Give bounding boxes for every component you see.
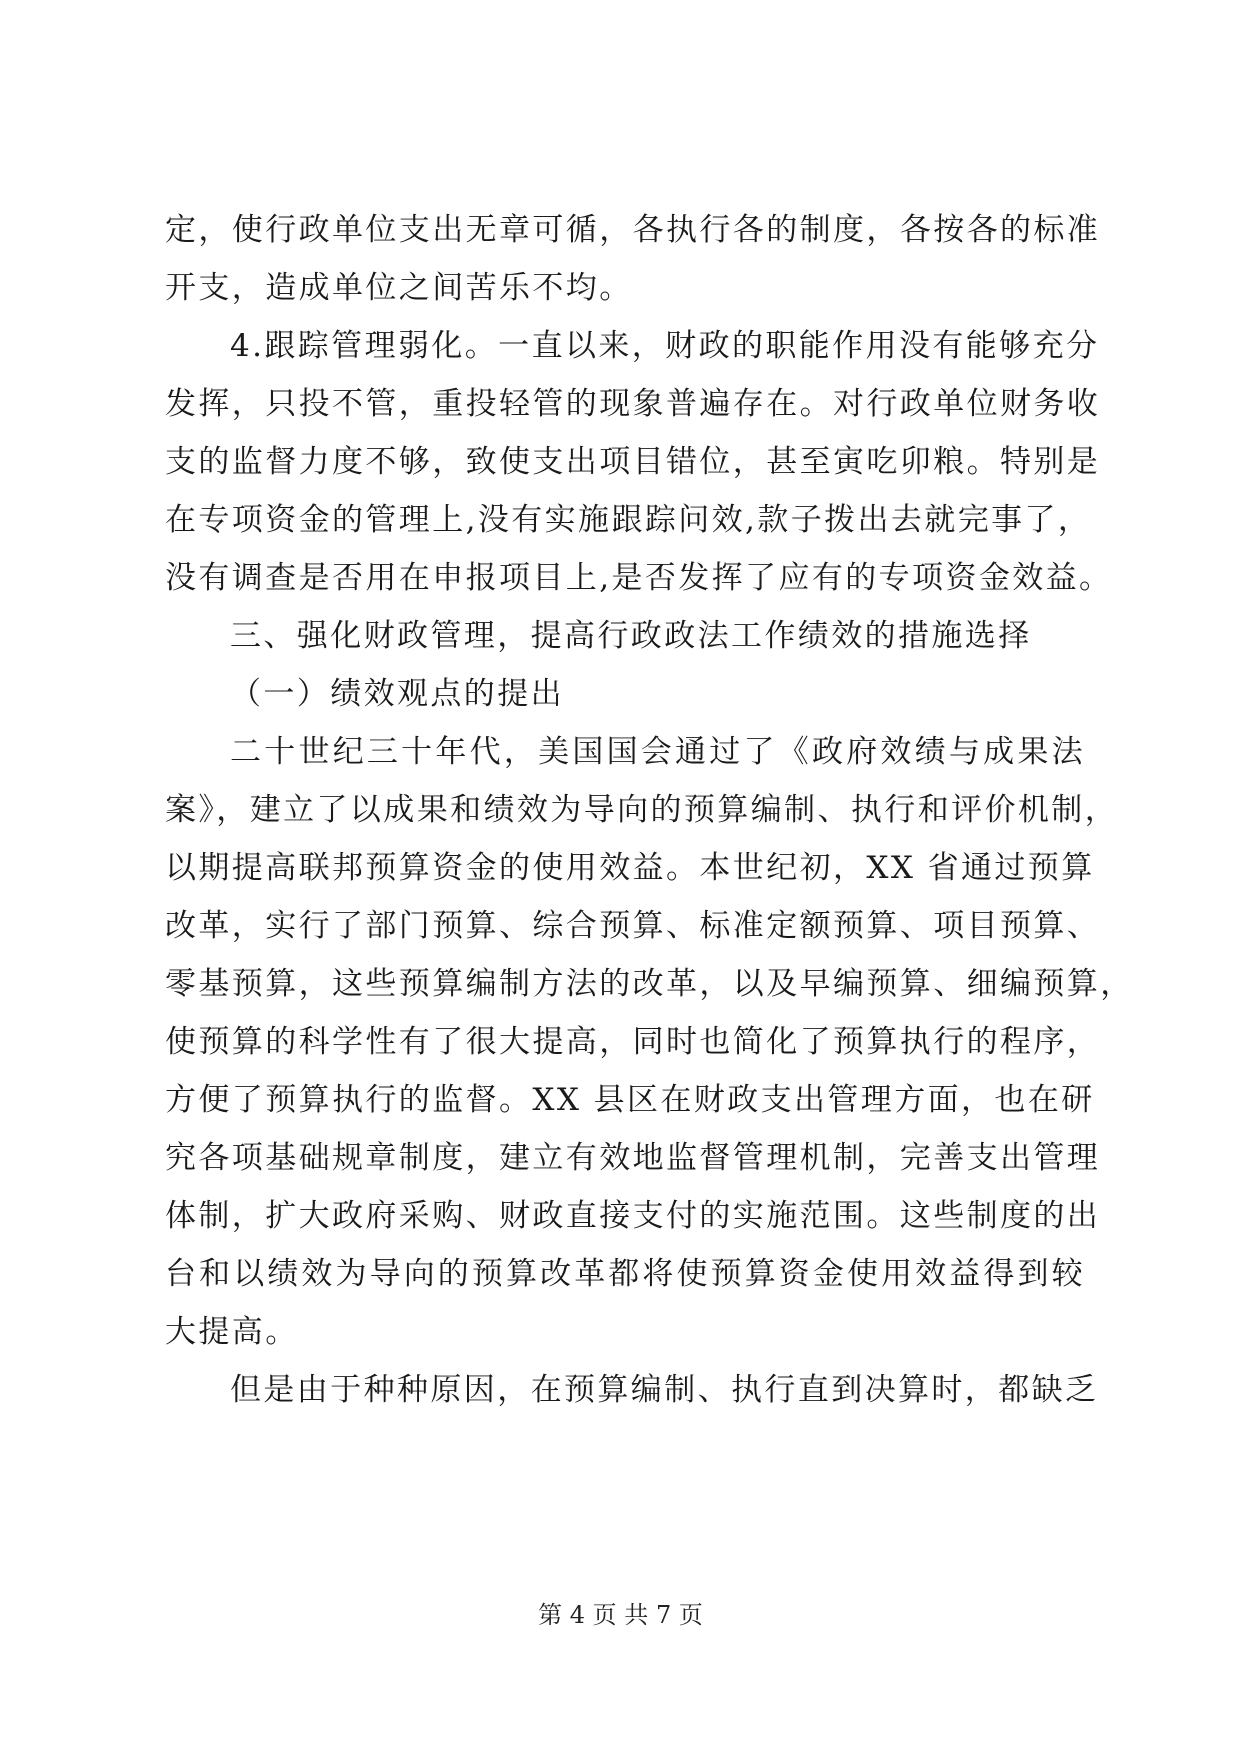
text-line: 案》，建立了以成果和绩效为导向的预算编制、执行和评价机制， [165, 792, 1119, 828]
text-line: 没有调查是否用在申报项目上,是否发挥了应有的专项资金效益。 [165, 560, 1113, 596]
text-line: 以期提高联邦预算资金的使用效益。本世纪初，XX 省通过预算 [165, 850, 1095, 886]
text-line: 开支，造成单位之间苦乐不均。 [165, 270, 633, 306]
subsection-heading: （一）绩效观点的提出 [230, 676, 564, 712]
section-heading: 三、强化财政管理，提高行政政法工作绩效的措施选择 [230, 618, 1032, 654]
text-line: 究各项基础规章制度，建立有效地监督管理机制，完善支出管理 [165, 1140, 1101, 1176]
text-line: 零基预算，这些预算编制方法的改革，以及早编预算、细编预算， [165, 966, 1134, 1002]
text-line: 发挥，只投不管，重投轻管的现象普遍存在。对行政单位财务收 [165, 386, 1101, 422]
text-line: 二十世纪三十年代，美国国会通过了《政府效绩与成果法 [230, 734, 1085, 770]
text-line: 使预算的科学性有了很大提高，同时也简化了预算执行的程序， [165, 1024, 1101, 1060]
text-line: 定，使行政单位支出无章可循，各执行各的制度，各按各的标准 [165, 212, 1101, 248]
text-line: 台和以绩效为导向的预算改革都将使预算资金使用效益得到较 [165, 1256, 1085, 1292]
text-line: 支的监督力度不够，致使支出项目错位，甚至寅吃卯粮。特别是 [165, 444, 1101, 480]
text-line: 但是由于种种原因，在预算编制、执行直到决算时，都缺乏 [230, 1372, 1099, 1408]
text-line: 在专项资金的管理上,没有实施跟踪问效,款子拨出去就完事了， [165, 502, 1092, 538]
text-line: 体制，扩大政府采购、财政直接支付的实施范围。这些制度的出 [165, 1198, 1101, 1234]
text-line: 方便了预算执行的监督。XX 县区在财政支出管理方面，也在研 [165, 1082, 1095, 1118]
page-footer: 第 4 页 共 7 页 [538, 1601, 703, 1629]
text-line: 大提高。 [165, 1314, 299, 1350]
text-line: 4.跟踪管理弱化。一直以来，财政的职能作用没有能够充分 [230, 328, 1100, 364]
text-line: 改革，实行了部门预算、综合预算、标准定额预算、项目预算、 [165, 908, 1101, 944]
